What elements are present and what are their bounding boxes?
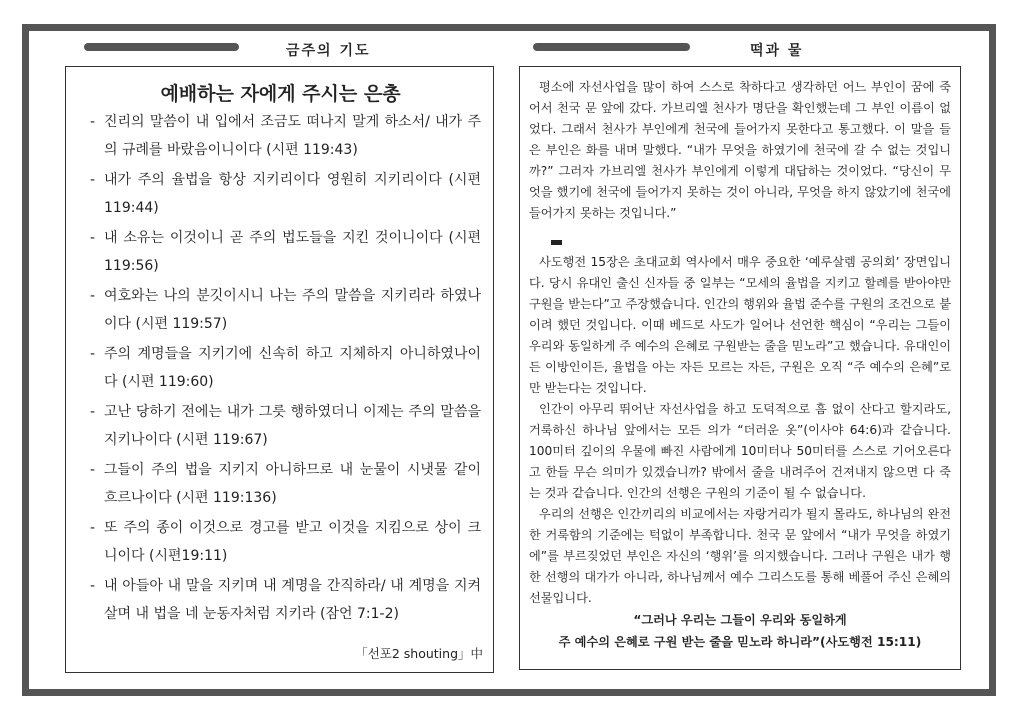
prayer-box (65, 66, 494, 673)
prayer-source: 「선포2 shouting」中 (355, 646, 483, 661)
verse-item: - 진리의 말씀이 내 입에서 조금도 떠나지 말게 하소서/ 내가 주의 규례를 바랐음이니이다 (시편 119:43) (90, 114, 481, 158)
verse-text: 내가 주의 율법을 항상 지키리이다 영원히 지키리이다 (시편 119:44) (104, 172, 481, 216)
verse-text: 주의 계명들을 지키기에 신속히 하고 지체하지 아니하였나이다 (시편 119:60) (104, 346, 481, 390)
prayer-heading: 예배하는 자에게 주시는 은총 (160, 83, 401, 105)
right-header-bar (533, 43, 690, 51)
scripture-quote-line-1: “그러나 우리는 그들이 우리와 동일하게 (633, 613, 847, 627)
article-paragraph-2: 사도행전 15장은 초대교회 역사에서 매우 중요한 ‘예루살렘 공의회’ 장면입니다. 당시 유대인 출신 신자들 중 일부는 “모세의 율법을 지키고 할례를 받아야만 구원을 받는다”고 주장했습니다. 인간의 행위와 율법 준수를 구원의 조건으로 붙이려 했던 것입니다. 이때 베드로 사도가 일어나 선언한 핵심이 “우리는 그들이 우리와 동일하게 주 예수의 은혜로 구원받는 줄을 믿노라”고 했습니다. 유대인이든 이방인이든, 율법을 아는 자든 모르는 자든, 구원은 오직 “주 예수의 은혜”로만 받는다는 것입니다. (529, 255, 951, 395)
article-box (519, 66, 961, 670)
left-header-bar (84, 43, 239, 51)
section-marker (551, 240, 562, 245)
verse-item: - 주의 계명들을 지키기에 신속히 하고 지체하지 아니하였나이다 (시편 119:60) (90, 346, 481, 390)
verse-text: 고난 당하기 전에는 내가 그릇 행하였더니 이제는 주의 말씀을 지키나이다 (시편 119:67) (104, 404, 481, 448)
verse-item: - 여호와는 나의 분깃이시니 나는 주의 말씀을 지키리라 하였나이다 (시편 119:57) (90, 288, 481, 332)
left-section-title: 금주의 기도 (286, 43, 371, 59)
verse-text: 또 주의 종이 이것으로 경고를 받고 이것을 지킴으로 상이 크니이다 (시편19:11) (104, 520, 481, 564)
verse-item: - 내 아들아 내 말을 지키며 내 계명을 간직하라/ 내 계명을 지켜 살며 내 법을 네 눈동자처럼 지키라 (잠언 7:1-2) (90, 578, 481, 622)
scripture-quote-line-2: 주 예수의 은혜로 구원 받는 줄을 믿노라 하니라”(사도행전 15:11) (558, 635, 922, 649)
article-paragraph-4: 우리의 선행은 인간끼리의 비교에서는 자랑거리가 될지 몰라도, 하나님의 완전한 거룩함의 기준에는 턱없이 부족합니다. 천국 문 앞에서 “내가 무엇을 하였기에”를 부르짖었던 부인은 자신의 ‘행위’를 의지했습니다. 그러나 구원은 내가 행한 선행의 대가가 아니라, 하나님께서 예수 그리스도를 통해 베풀어 주신 은혜의 선물입니다. (529, 507, 951, 605)
verse-item: - 내 소유는 이것이니 곧 주의 법도들을 지킨 것이니이다 (시편 119:56) (90, 230, 481, 274)
verse-item: - 그들이 주의 법을 지키지 아니하므로 내 눈물이 시냇물 같이 흐르나이다 (시편 119:136) (90, 462, 481, 506)
verse-text: 내 소유는 이것이니 곧 주의 법도들을 지킨 것이니이다 (시편 119:56) (104, 230, 481, 274)
article-paragraph-3: 인간이 아무리 뛰어난 자선사업을 하고 도덕적으로 흠 없이 산다고 할지라도, 거룩하신 하나님 앞에서는 모든 의가 “더러운 옷”(이사야 64:6)과 같습니다. 100미터 깊이의 우물에 빠진 사람에게 10미터나 50미터를 스스로 기어오른다고 한들 무슨 의미가 있겠습니까? 밖에서 줄을 내려주어 건져내지 않으면 다 죽는 것과 같습니다. 인간의 선행은 구원의 기준이 될 수 없습니다. (529, 402, 951, 500)
verse-item: - 고난 당하기 전에는 내가 그릇 행하였더니 이제는 주의 말씀을 지키나이다 (시편 119:67) (90, 404, 481, 448)
verse-text: 내 아들아 내 말을 지키며 내 계명을 간직하라/ 내 계명을 지켜 살며 내 법을 네 눈동자처럼 지키라 (잠언 7:1-2) (104, 578, 481, 622)
verse-item: - 또 주의 종이 이것으로 경고를 받고 이것을 지킴으로 상이 크니이다 (시편19:11) (90, 520, 481, 564)
right-section-title: 떡과 물 (750, 43, 804, 59)
verse-item: - 내가 주의 율법을 항상 지키리이다 영원히 지키리이다 (시편 119:44) (90, 172, 481, 216)
verse-text: 여호와는 나의 분깃이시니 나는 주의 말씀을 지키리라 하였나이다 (시편 119:57) (104, 288, 481, 332)
verse-text: 그들이 주의 법을 지키지 아니하므로 내 눈물이 시냇물 같이 흐르나이다 (시편 119:136) (104, 462, 481, 506)
article-paragraph-1: 평소에 자선사업을 많이 하여 스스로 착하다고 생각하던 어느 부인이 꿈에 죽어서 천국 문 앞에 갔다. 가브리엘 천사가 명단을 확인했는데 그 부인 이름이 없었다. 그래서 천사가 부인에게 천국에 들어가지 못한다고 통고했다. 이 말을 들은 부인은 화를 내며 말했다. “내가 무엇을 하였기에 천국에 갈 수 없는 것입니까?” 그러자 가브리엘 천사가 부인에게 이렇게 대답하는 것이었다. “당신이 무엇을 했기에 천국에 들어가지 못하는 것이 아니라, 무엇을 하지 않았기에 천국에 들어가지 못하는 것입니다.” (529, 80, 951, 220)
verse-text: 진리의 말씀이 내 입에서 조금도 떠나지 말게 하소서/ 내가 주의 규례를 바랐음이니이다 (시편 119:43) (104, 114, 481, 158)
